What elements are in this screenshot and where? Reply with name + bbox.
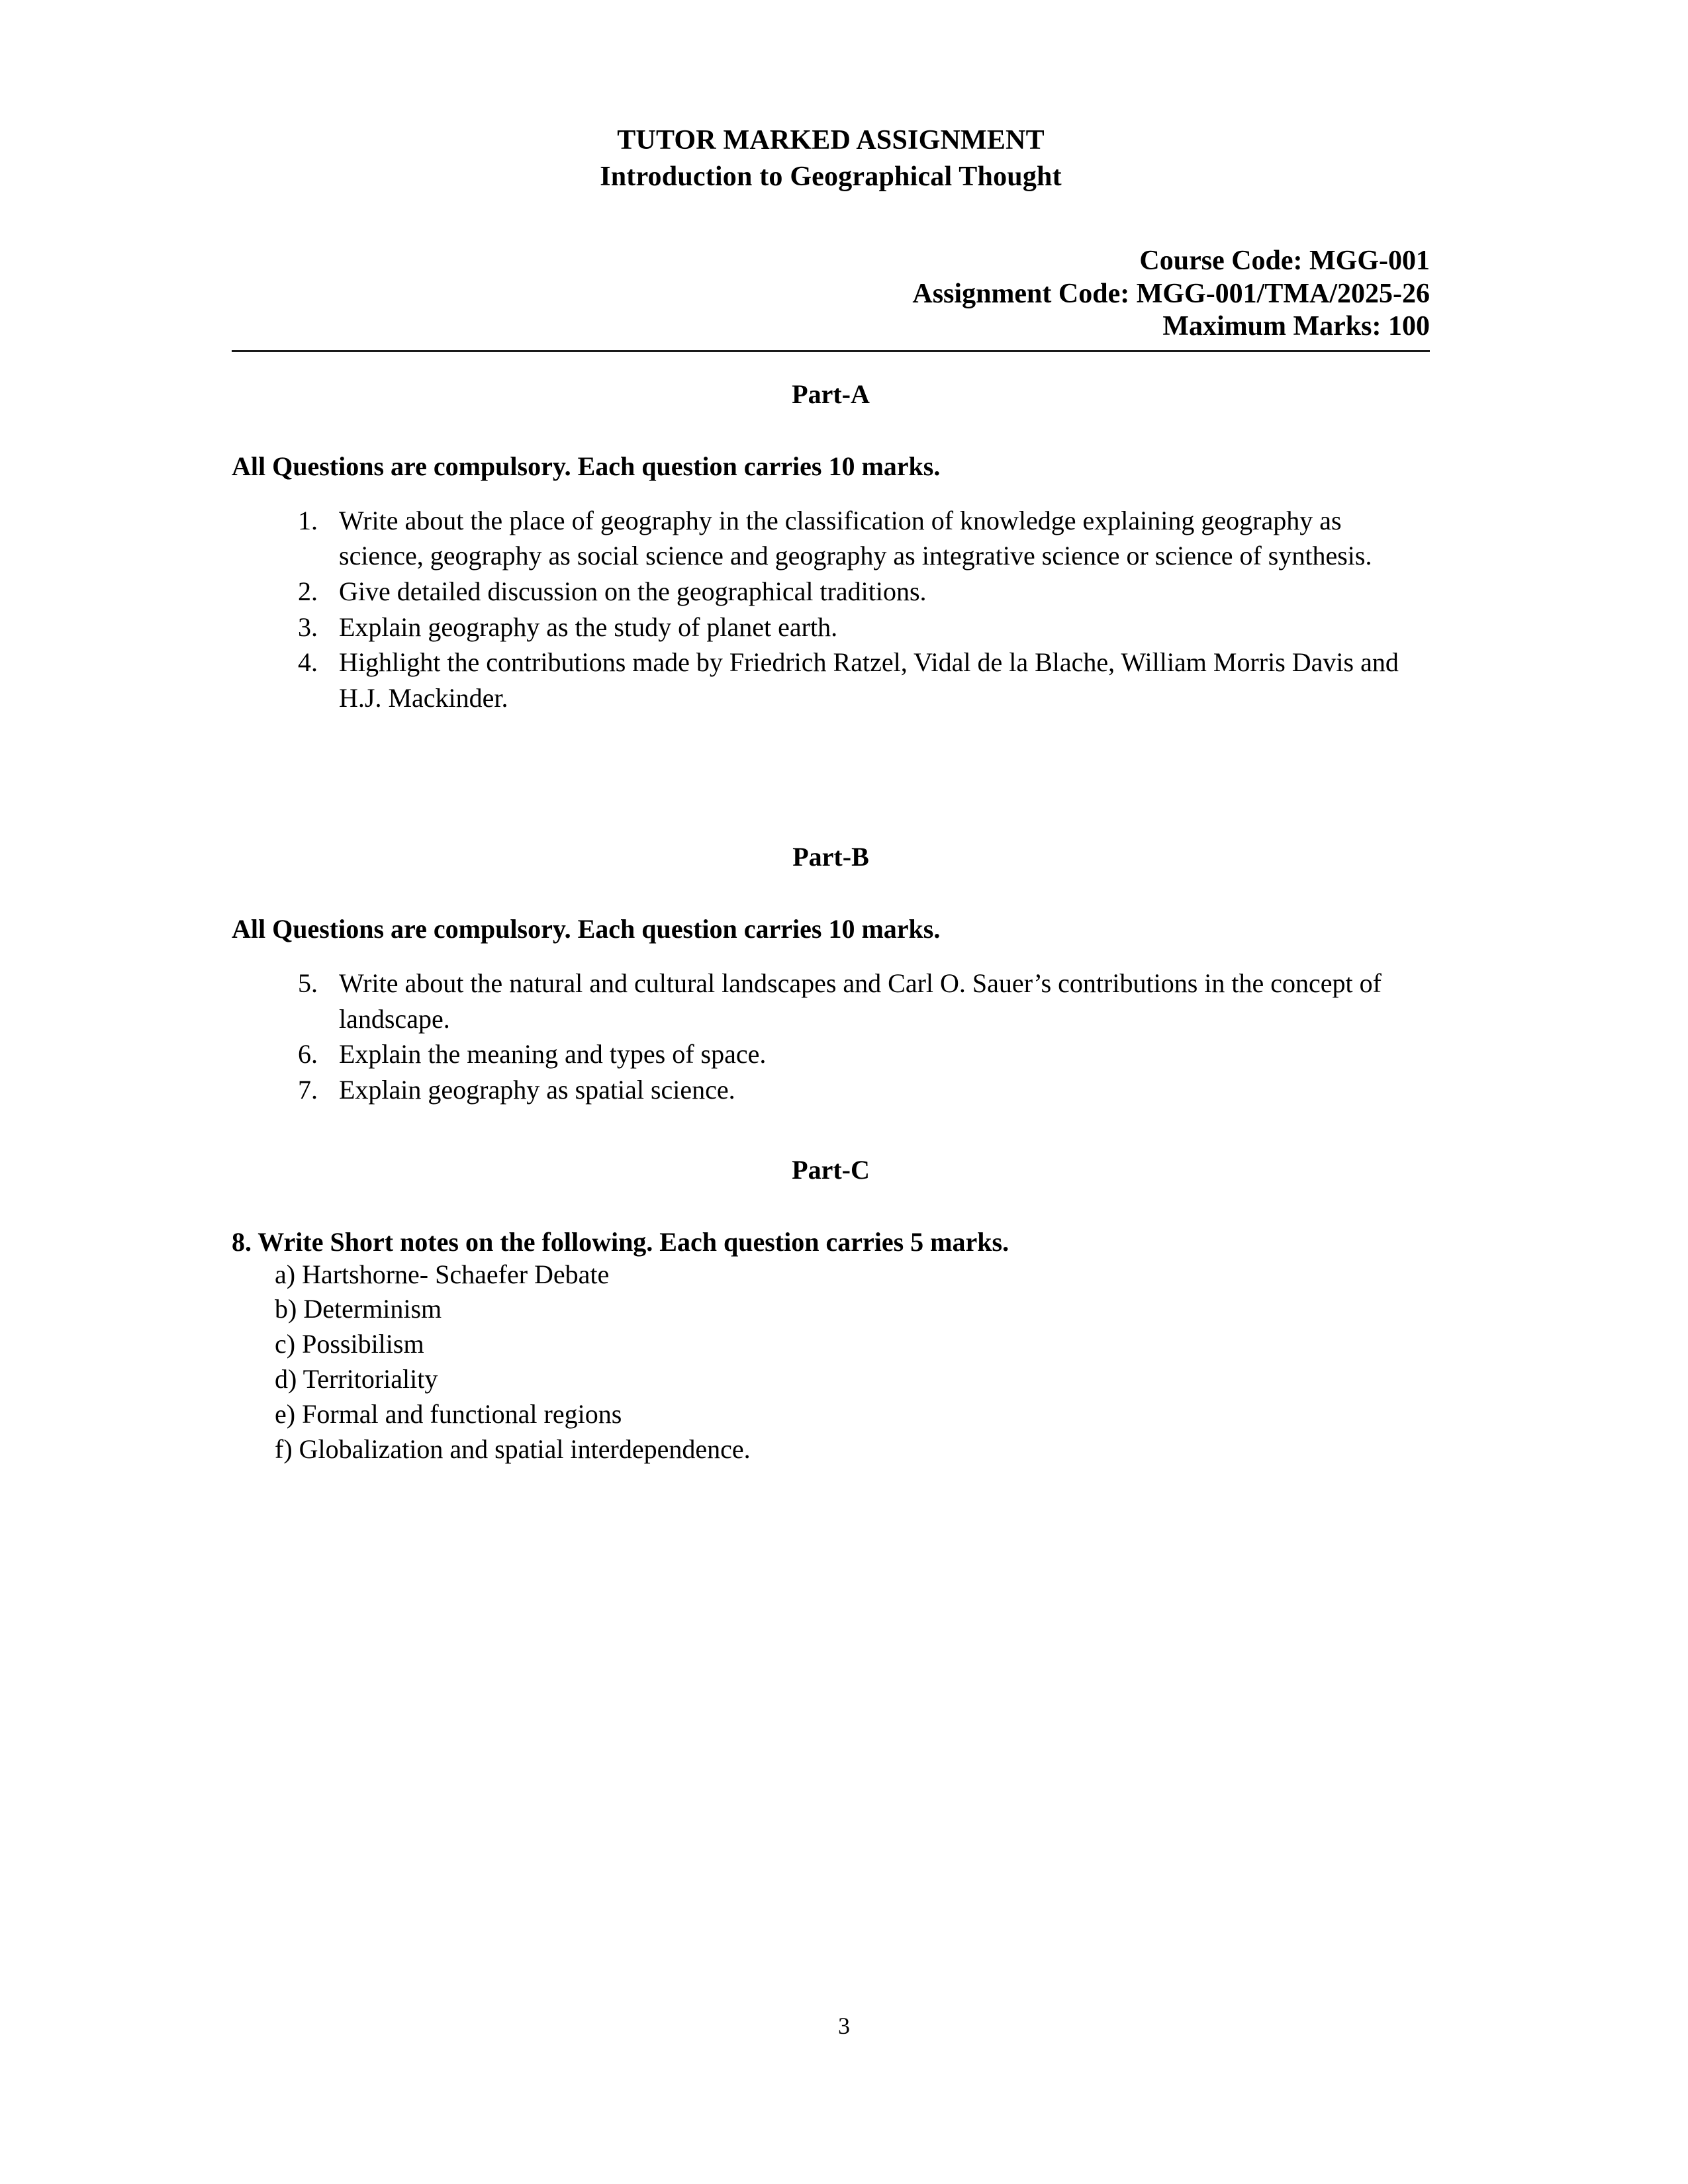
- title-line-1: TUTOR MARKED ASSIGNMENT: [617, 125, 1045, 156]
- list-item: e) Formal and functional regions: [275, 1398, 622, 1429]
- list-item: d) Territoriality: [275, 1364, 438, 1394]
- maximum-marks: Maximum Marks: 100: [1162, 311, 1430, 342]
- list-item: 3. Explain geography as the study of planet earth.: [324, 610, 1430, 645]
- list-item: c) Possibilism: [275, 1329, 424, 1359]
- course-info-block: [232, 245, 1430, 343]
- page-content: [232, 0, 1430, 1467]
- page-number: 3: [838, 2013, 850, 2039]
- title-line-2: Introduction to Geographical Thought: [600, 161, 1062, 192]
- part-b-question-list: [232, 966, 1430, 1107]
- part-a-heading: Part-A: [792, 379, 870, 409]
- section-spacer: [232, 715, 1430, 815]
- part-b-heading: Part-B: [792, 842, 869, 872]
- part-b-instruction: All Questions are compulsory. Each question carries 10 marks.: [232, 914, 941, 944]
- section-spacer: [232, 1108, 1430, 1128]
- part-c-heading: Part-C: [792, 1154, 870, 1185]
- assignment-code: Assignment Code: MGG-001/TMA/2025-26: [912, 278, 1430, 309]
- list-item: b) Determinism: [275, 1294, 442, 1324]
- list-item: 1. Write about the place of geography in the classification of knowledge explaining geography as science, geography as social science and geography as integrative science or science of synthesis.: [324, 503, 1430, 574]
- list-item: 4. Highlight the contributions made by Friedrich Ratzel, Vidal de la Blache, William Morris Davis and H.J. Mackinder.: [324, 645, 1430, 715]
- part-c-item-list: [232, 1257, 1430, 1467]
- header-divider: [232, 350, 1430, 352]
- course-code: Course Code: MGG-001: [1139, 246, 1430, 277]
- part-c-instruction: 8. Write Short notes on the following. Each question carries 5 marks.: [232, 1226, 1009, 1257]
- list-item: f) Globalization and spatial interdependence.: [275, 1433, 751, 1464]
- part-a-question-list: [232, 503, 1430, 716]
- list-item: 2. Give detailed discussion on the geographical traditions.: [324, 574, 1430, 610]
- document-title: [232, 0, 1430, 193]
- list-item: 5. Write about the natural and cultural landscapes and Carl O. Sauer’s contributions in the concept of landscape.: [324, 966, 1430, 1036]
- part-a-instruction: All Questions are compulsory. Each question carries 10 marks.: [232, 451, 941, 481]
- list-item: 7. Explain geography as spatial science.: [324, 1072, 1430, 1108]
- list-item: a) Hartshorne- Schaefer Debate: [275, 1259, 610, 1289]
- list-item: 6. Explain the meaning and types of space.: [324, 1036, 1430, 1072]
